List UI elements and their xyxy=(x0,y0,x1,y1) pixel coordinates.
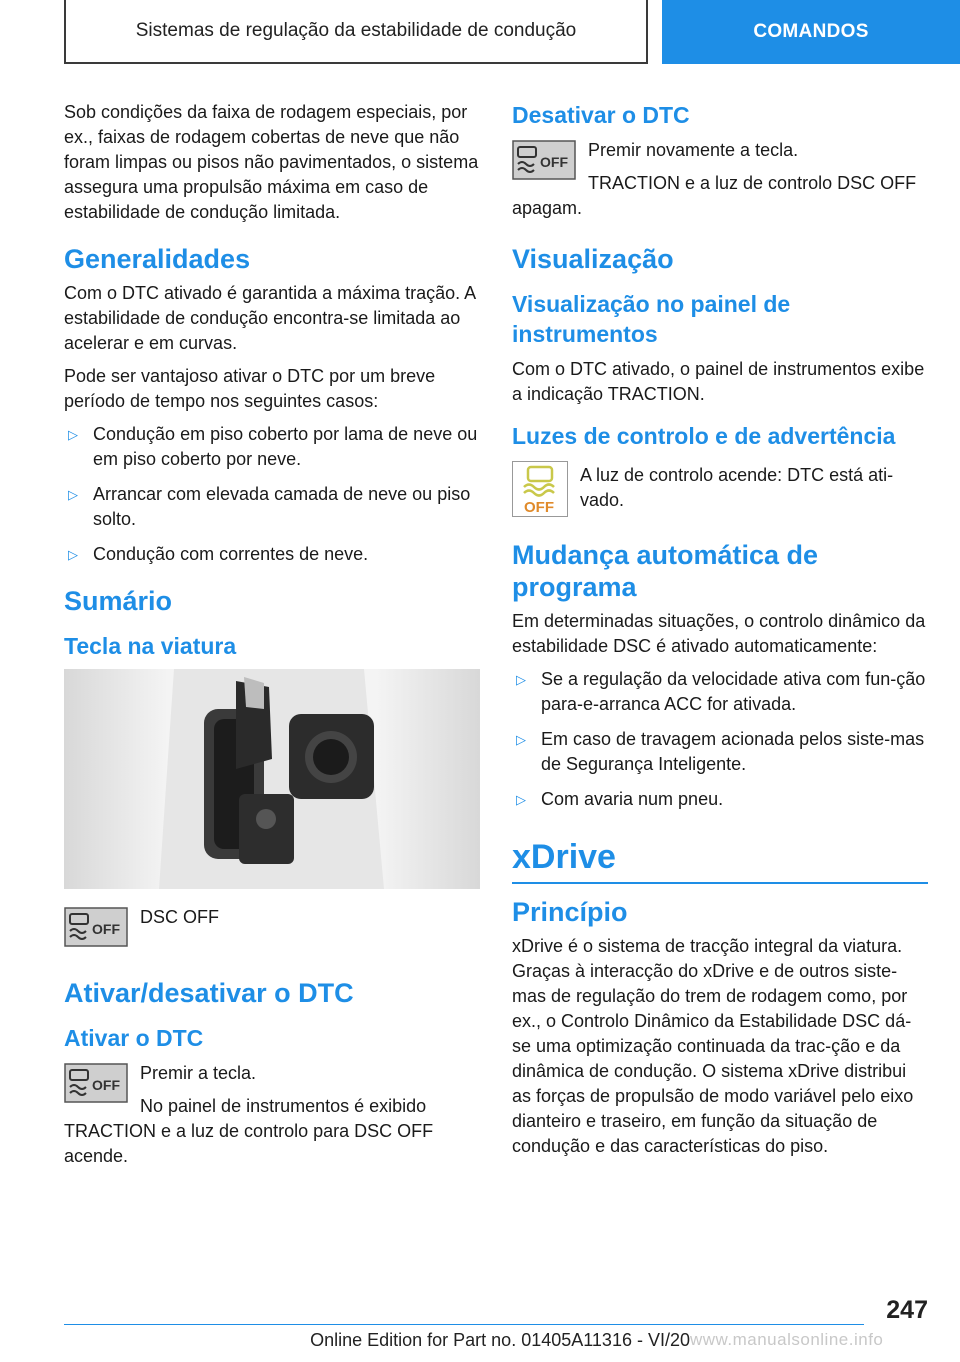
list-item xyxy=(64,422,480,472)
left-column xyxy=(64,100,480,1177)
heading-xdrive: xDrive xyxy=(512,838,616,876)
generalidades-paragraph-1: Com o DTC ativado é garantida a máxima tração. A estabilidade de condução encontra-se limitada ao acelerar e em curvas. xyxy=(64,283,476,353)
luz-paragraph: A luz de controlo acende: DTC está ati‐vado. xyxy=(580,465,894,510)
principio-paragraph: xDrive é o sistema de tracção integral da viatura. Graças à interacção do xDrive e de outros siste‐mas de regulação do trem de rodagem como, por ex., o Controlo Dinâmico da Estabilidade DSC dá-se uma optimização continuada da trac‐ção e da dinâmica de condução. O sistema xDrive distribui as forças de propulsão de modo variável pelo eixo dianteiro e traseiro, em função da situação de condução e das características do piso. xyxy=(512,936,914,1156)
dsc-off-button-icon xyxy=(512,140,576,180)
ativar-paragraph-2: No painel de instrumentos é exibido TRACTION e a luz de controlo para DSC OFF acende. xyxy=(64,1096,434,1166)
footer-rule xyxy=(64,1324,864,1325)
list-item xyxy=(512,667,928,717)
desativar-paragraph-2: TRACTION e a luz de controlo DSC OFF apagam. xyxy=(512,173,917,218)
heading-luzes: Luzes de controlo e de advertência xyxy=(512,423,896,449)
ativar-paragraph-1: Premir a tecla. xyxy=(140,1063,257,1083)
bullet-triangle-icon: ▷ xyxy=(68,487,78,502)
center-console-photo xyxy=(64,669,480,889)
section-divider xyxy=(512,882,928,884)
list-item-text: Condução com correntes de neve. xyxy=(93,544,369,564)
bullet-triangle-icon: ▷ xyxy=(68,547,78,562)
generalidades-paragraph-2: Pode ser vantajoso ativar o DTC por um breve período de tempo nos seguintes casos: xyxy=(64,366,436,411)
list-item-text: Arrancar com elevada camada de neve ou piso solto. xyxy=(93,484,471,529)
list-item-text: Em caso de travagem acionada pelos siste‐mas de Segurança Inteligente. xyxy=(541,729,925,774)
list-item xyxy=(64,482,480,532)
visualizacao-paragraph: Com o DTC ativado, o painel de instrumentos exibe a indicação TRACTION. xyxy=(512,359,925,404)
dsc-off-label: DSC OFF xyxy=(140,907,219,927)
edition-text: Online Edition for Part no. 01405A11316 - VI/20 xyxy=(310,1330,690,1350)
heading-desativar: Desativar o DTC xyxy=(512,102,690,128)
center-console-illustration xyxy=(64,669,480,889)
list-item xyxy=(64,542,480,567)
dsc-off-row xyxy=(64,905,480,951)
heading-generalidades: Generalidades xyxy=(64,244,251,274)
dsc-off-button-icon xyxy=(64,907,128,947)
heading-visualizacao-painel: Visualização no painel de instrumentos xyxy=(512,291,791,347)
page-number: 247 xyxy=(886,1296,928,1324)
heading-mudanca: Mudança automática de programa xyxy=(512,540,819,602)
heading-principio: Princípio xyxy=(512,897,628,927)
list-item xyxy=(512,727,928,777)
bullet-triangle-icon: ▷ xyxy=(516,792,526,807)
list-item-text: Condução em piso coberto por lama de neve ou em piso coberto por neve. xyxy=(93,424,478,469)
dsc-off-button-icon xyxy=(64,1063,128,1103)
mudanca-list xyxy=(512,667,928,812)
page-header-title: Sistemas de regulação da estabilidade de condução xyxy=(64,0,648,64)
heading-ativar: Ativar o DTC xyxy=(64,1025,204,1051)
dsc-off-text: OFF xyxy=(92,921,120,937)
heading-visualizacao: Visualização xyxy=(512,244,674,274)
bullet-triangle-icon: ▷ xyxy=(516,732,526,747)
intro-paragraph: Sob condições da faixa de rodagem especiais, por ex., faixas de rodagem cobertas de neve que não foram limpas ou pisos não pavimentados, o sistema assegura uma propulsão máxima em caso de estabilidade de condução limitada. xyxy=(64,102,479,222)
right-column xyxy=(512,100,928,1167)
heading-ativar-desativar: Ativar/desativar o DTC xyxy=(64,978,354,1008)
dsc-off-text: OFF xyxy=(92,1077,120,1093)
warning-light-row xyxy=(512,459,928,521)
dsc-off-warning-light-icon xyxy=(512,461,568,517)
list-item xyxy=(512,787,928,812)
list-item-text: Se a regulação da velocidade ativa com fun‐ção para-e-arranca ACC for ativada. xyxy=(541,669,926,714)
mudanca-paragraph: Em determinadas situações, o controlo dinâmico da estabilidade DSC é ativado automaticamente: xyxy=(512,611,926,656)
bullet-triangle-icon: ▷ xyxy=(516,672,526,687)
warning-off-text: OFF xyxy=(524,499,554,516)
watermark-text: www.manualsonline.info xyxy=(690,1330,884,1349)
bullet-triangle-icon: ▷ xyxy=(68,427,78,442)
desativar-paragraph-1: Premir novamente a tecla. xyxy=(588,140,799,160)
heading-tecla-na-viatura: Tecla na viatura xyxy=(64,633,237,659)
dsc-off-text: OFF xyxy=(540,154,568,170)
section-tab[interactable]: COMANDOS xyxy=(662,0,960,64)
heading-sumario: Sumário xyxy=(64,586,173,616)
conditions-list xyxy=(64,422,480,567)
list-item-text: Com avaria num pneu. xyxy=(541,789,724,809)
